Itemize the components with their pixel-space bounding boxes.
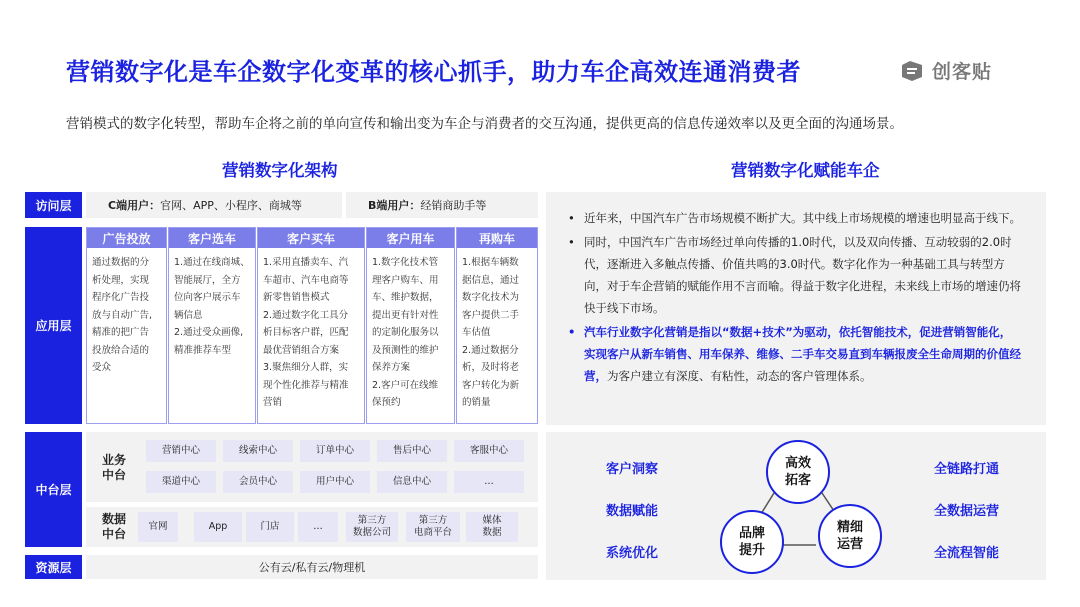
feature-right: 全流程智能: [934, 546, 1000, 561]
bullet-item: • 同时，中国汽车广告市场经过单向传播的1.0时代，以及双向传播、互动较弱的2.0时代，逐渐进入多触点传播、价值共鸣的3.0时代。数字化作为一种基础工具与转型方向，对于车企营销的赋能作用不言而喻。得益于数字化进程，未来线上市场的增速仍将快于线下市场。: [566, 231, 1022, 319]
app-col-head: 客户买车: [258, 228, 364, 248]
circle-fine-operation: 精细 运营: [818, 504, 882, 568]
logo: [898, 57, 992, 84]
bullet-normal-text: 为客户建立有深度、有粘性，动态的客户管理体系。: [607, 369, 872, 383]
data-middle-label: 数据 中台: [101, 512, 126, 541]
access-b-value: 经销商助手等: [420, 199, 487, 212]
bullet-item: • 近年来，中国汽车广告市场规模不断扩大。其中线上市场规模的增速也明显高于线下。: [566, 207, 1022, 229]
access-c-label: C端用户：: [108, 199, 161, 212]
resource-row: 公有云/私有云/物理机: [86, 555, 538, 579]
page-subtitle: 营销模式的数字化转型，帮助车企将之前的单向宣传和输出变为车企与消费者的交互沟通，提供更高的信息传递效率以及更全面的沟通场景。: [66, 116, 903, 132]
feature-left: 客户洞察: [606, 462, 659, 477]
app-col-body: 通过数据的分 析处理，实现 程序化广告投 放与自动广告, 精准的把广告 投放给合适的 受众: [92, 257, 153, 373]
access-b-users: [346, 192, 538, 218]
app-col-head: 广告投放: [87, 228, 166, 248]
bm-chip: 信息中心: [377, 471, 447, 493]
layer-resource: 资源层: [25, 555, 82, 579]
right-diagram-panel: [546, 432, 1046, 580]
feature-left: 数据赋能: [606, 504, 659, 519]
bm-chip: 线索中心: [223, 440, 293, 462]
bm-chip: 客服中心: [454, 440, 524, 462]
right-section-title: 营销数字化赋能车企: [731, 161, 880, 180]
data-middle: [86, 507, 538, 547]
bullet-item-highlight: [566, 321, 1022, 387]
access-c-value: 官网、APP、小程序、商城等: [160, 199, 302, 212]
feature-right: 全数据运营: [934, 504, 1000, 519]
bm-chip: …: [454, 471, 524, 493]
left-section-title: 营销数字化架构: [222, 161, 338, 180]
dm-chip: 官网: [138, 512, 178, 542]
bm-chip: 订单中心: [300, 440, 370, 462]
dm-chip: 第三方 数据公司: [346, 512, 398, 542]
logo-icon: [898, 59, 926, 83]
dm-chip: 第三方 电商平台: [406, 512, 460, 542]
app-col-use: [366, 227, 455, 424]
app-col-rebuy: [456, 227, 538, 424]
app-col-head: 客户用车: [367, 228, 454, 248]
access-c-users: [86, 192, 342, 218]
app-col-select: [168, 227, 256, 424]
dm-chip: 媒体 数据: [466, 512, 518, 542]
circle-efficient-acquisition: 高效 拓客: [766, 440, 830, 504]
bm-chip: 营销中心: [146, 440, 216, 462]
logo-text: 创客贴: [932, 61, 993, 83]
app-col-head: 客户选车: [169, 228, 255, 248]
app-col-buy: [257, 227, 365, 424]
layer-access: 访问层: [25, 192, 82, 218]
right-bullets-panel: [546, 192, 1046, 425]
bm-chip: 售后中心: [377, 440, 447, 462]
feature-left: 系统优化: [606, 546, 659, 561]
app-col-ads: [86, 227, 167, 424]
layer-application: 应用层: [25, 227, 82, 424]
bm-chip: 用户中心: [300, 471, 370, 493]
business-middle-label: 业务 中台: [101, 453, 126, 482]
dm-chip: …: [298, 512, 338, 542]
app-col-body: 1.数字化技术管 理客户购车、用 车、维护数据， 提出更有针对性 的定制化服务以 及预测性的维护 保养方案 2.客户可在线维 保预约: [372, 257, 439, 408]
layer-middle: 中台层: [25, 432, 82, 547]
dm-chip: App: [194, 512, 242, 542]
app-col-body: 1.根据车辆数 据信息，通过 数字化技术为 客户提供二手 车估值 2.通过数据分 析，及时将老 客户转化为新 的销量: [462, 257, 520, 408]
bm-chip: 会员中心: [223, 471, 293, 493]
business-middle: [86, 432, 538, 502]
feature-right: 全链路打通: [934, 462, 1000, 477]
app-col-head: 再购车: [457, 228, 537, 248]
app-col-body: 1.采用直播卖车、汽 车超市、汽车电商等 新零售销售模式 2.通过数字化工具分 析目标客户群，匹配 最优营销组合方案 3.聚焦细分人群，实 现个性化推荐与精准 营销: [263, 257, 349, 408]
dm-chip: 门店: [246, 512, 294, 542]
access-b-label: B端用户：: [368, 199, 421, 212]
page-title: 营销数字化是车企数字化变革的核心抓手，助力车企高效连通消费者: [66, 58, 801, 86]
bullet-highlight-text: 汽车行业数字化营销是指以“数据+技术”为驱动，依托智能技术，促进营销智能化，实现客户从新车销售、用车保养、维修、二手车交易直到车辆报废全生命周期的价值经营，: [584, 325, 1021, 383]
bm-chip: 渠道中心: [146, 471, 216, 493]
app-col-body: 1.通过在线商城、 智能展厅，全方 位向客户展示车 辆信息 2.通过受众画像, 精准推荐车型: [174, 257, 250, 356]
circle-brand-boost: 品牌 提升: [720, 510, 784, 574]
